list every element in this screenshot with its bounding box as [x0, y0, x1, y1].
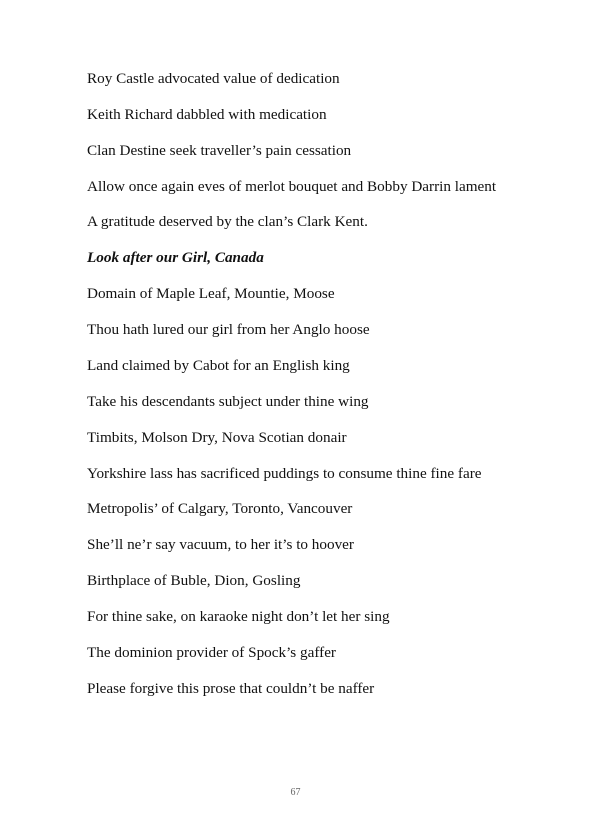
poem-line: Roy Castle advocated value of dedication [87, 70, 340, 87]
poem-line: Metropolis’ of Calgary, Toronto, Vancouver [87, 500, 353, 517]
poem-line: Clan Destine seek traveller’s pain cessation [87, 142, 352, 159]
poem-line: Birthplace of Buble, Dion, Gosling [87, 572, 301, 589]
poem-text [87, 68, 505, 714]
poem-line: Yorkshire lass has sacrificed puddings to consume thine fine fare [87, 465, 482, 482]
poem-line: Allow once again eves of merlot bouquet and Bobby Darrin lament [87, 178, 497, 195]
poem-line: Domain of Maple Leaf, Mountie, Moose [87, 285, 335, 302]
poem-line: Please forgive this prose that couldn’t be naffer [87, 680, 375, 697]
poem-line: Take his descendants subject under thine wing [87, 393, 369, 410]
poem-line: Land claimed by Cabot for an English king [87, 357, 350, 374]
poem-title: Look after our Girl, Canada [87, 249, 264, 266]
poem-line: For thine sake, on karaoke night don’t let her sing [87, 608, 390, 625]
poem-line: Thou hath lured our girl from her Anglo hoose [87, 321, 370, 338]
poem-line: Keith Richard dabbled with medication [87, 106, 327, 123]
poem-line: Timbits, Molson Dry, Nova Scotian donair [87, 429, 347, 446]
poem-line: A gratitude deserved by the clan’s Clark Kent. [87, 213, 368, 230]
poem-line: She’ll ne’r say vacuum, to her it’s to hoover [87, 536, 354, 553]
poem-line: The dominion provider of Spock’s gaffer [87, 644, 336, 661]
page-number: 67 [290, 787, 301, 798]
